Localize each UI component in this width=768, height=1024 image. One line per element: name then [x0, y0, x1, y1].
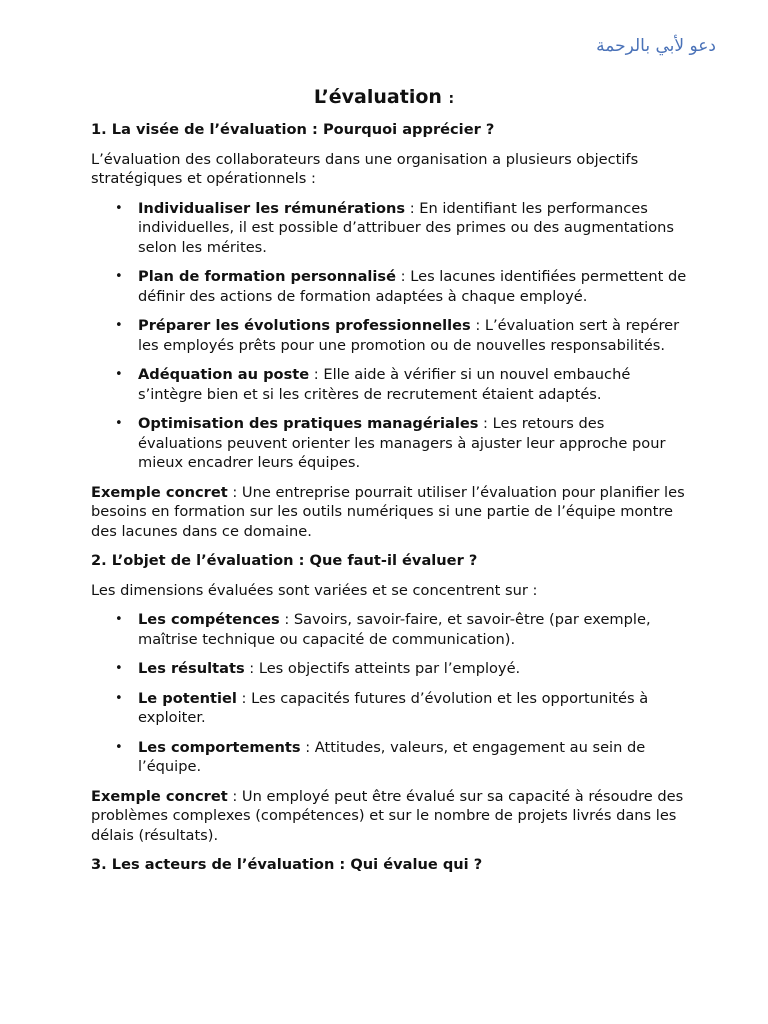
list-item: [138, 610, 691, 649]
list-item: [138, 267, 691, 306]
list-item-term: Les comportements: [138, 738, 301, 756]
list-item-text: : Elle aide à vérifier si un nouvel embauché s’intègre bien et si les critères de recrutement étaient adaptés.: [138, 366, 631, 403]
example-text: : Une entreprise pourrait utiliser l’évaluation pour planifier les besoins en formation sur les outils numériques si une partie de l’équipe montre des lacunes dans ce domaine.: [91, 483, 685, 540]
list-item-term: Adéquation au poste: [138, 366, 310, 383]
list-item-term: Préparer les évolutions professionnelles: [138, 317, 471, 334]
list-item: [138, 365, 691, 404]
list-item-term: Optimisation des pratiques managériales: [138, 415, 479, 432]
list-item-term: Les résultats: [138, 660, 245, 677]
list-item-term: Les compétences: [138, 611, 280, 628]
section-2-example: [91, 787, 691, 846]
list-item: [138, 414, 691, 473]
example-text: : Un employé peut être évalué sur sa capacité à résoudre des problèmes complexes (compétences) et sur le nombre de projets livrés dans les délais (résultats).: [91, 787, 684, 844]
list-item: [138, 689, 691, 728]
list-item-term: Plan de formation personnalisé: [138, 268, 397, 285]
section-1-heading: 1. La visée de l’évaluation : Pourquoi apprécier ?: [91, 121, 495, 138]
list-item-text: : Les lacunes identifiées permettent de définir des actions de formation adaptées à chaque employé.: [138, 268, 687, 305]
list-item-text: : Les objectifs atteints par l’employé.: [244, 660, 521, 677]
list-item-text: : Les capacités futures d’évolution et les opportunités à exploiter.: [138, 689, 649, 726]
list-item: [138, 738, 691, 777]
header-dedication-note: دعو لأبي بالرحمة: [596, 36, 716, 56]
list-item: [138, 659, 691, 679]
list-item-text: : Savoirs, savoir-faire, et savoir-être (par exemple, maîtrise technique ou capacité de communication).: [138, 611, 651, 648]
page-title: [0, 86, 768, 108]
example-label: Exemple concret: [91, 483, 228, 501]
list-item-text: : Attitudes, valeurs, et engagement au sein de l’équipe.: [138, 738, 646, 775]
example-label: Exemple concret: [91, 787, 228, 805]
list-item-term: Individualiser les rémunérations: [138, 199, 406, 217]
page-title-colon: :: [448, 91, 455, 107]
section-2-intro: Les dimensions évaluées sont variées et se concentrent sur :: [91, 581, 538, 599]
section-1-list: [91, 199, 691, 473]
section-1-intro: L’évaluation des collaborateurs dans une organisation a plusieurs objectifs stratégiques et opérationnels :: [91, 150, 639, 187]
section-1-example: [91, 483, 691, 542]
list-item-term: Le potentiel: [138, 689, 237, 707]
section-3-heading: 3. Les acteurs de l’évaluation : Qui évalue qui ?: [91, 856, 483, 873]
list-item-text: : Les retours des évaluations peuvent orienter les managers à ajuster leur approche pour mieux encadrer leurs équipes.: [138, 415, 666, 471]
list-item: [138, 316, 691, 355]
section-2-list: [91, 610, 691, 777]
list-item-text: : L’évaluation sert à repérer les employés prêts pour une promotion ou de nouvelles responsabilités.: [138, 317, 680, 354]
list-item: [138, 199, 691, 258]
list-item-text: : En identifiant les performances individuelles, il est possible d’attribuer des primes ou des augmentations selon les mérites.: [138, 199, 674, 256]
section-2-heading: 2. L’objet de l’évaluation : Que faut-il évaluer ?: [91, 552, 478, 569]
document-body: [91, 120, 691, 885]
page-title-text: L’évaluation: [313, 86, 442, 108]
